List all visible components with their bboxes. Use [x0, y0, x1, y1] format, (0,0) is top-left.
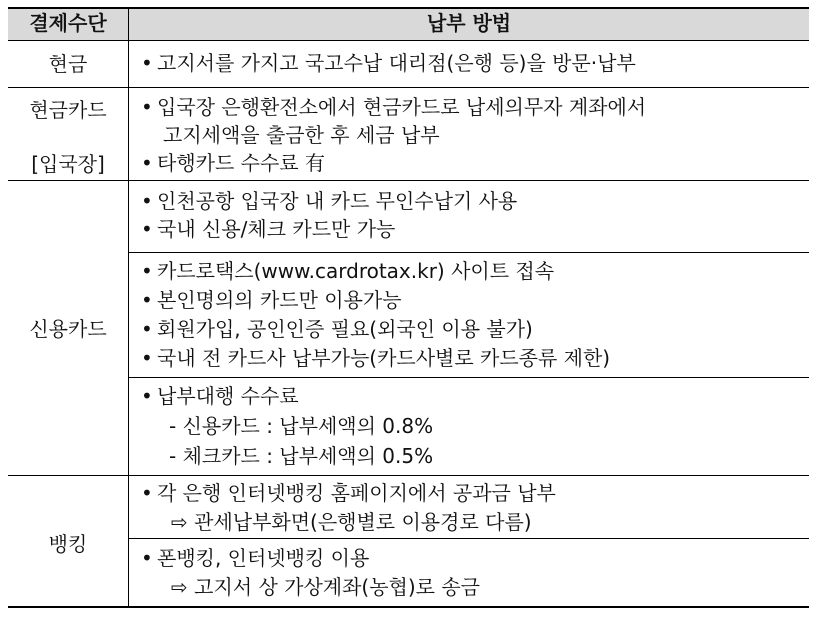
list-item: • 카드로택스(www.cardrotax.kr) 사이트 접속 [141, 259, 555, 283]
cell-divider [129, 538, 809, 539]
arrow-icon: ⇨ [171, 575, 188, 599]
list-item-arrow: ⇨ 고지서 상 가상계좌(농협)로 송금 [171, 575, 480, 599]
arrow-icon: ⇨ [171, 510, 188, 534]
method-banking: 뱅킹 [48, 532, 88, 556]
list-item: • 국내 신용/체크 카드만 가능 [141, 217, 396, 241]
method-cash: 현금 [48, 52, 88, 76]
list-item: • 고지서를 가지고 국고수납 대리점(은행 등)을 방문·납부 [141, 51, 636, 75]
list-item: • 회원가입, 공인인증 필요(외국인 이용 불가) [141, 317, 533, 341]
column-divider [128, 7, 129, 608]
list-item: • 국내 전 카드사 납부가능(카드사별로 카드종류 제한) [141, 346, 611, 370]
list-subitem: - 신용카드 : 납부세액의 0.8% [169, 414, 434, 438]
list-item: • 각 은행 인터넷뱅킹 홈페이지에서 공과금 납부 [141, 481, 556, 505]
method-credit-card: 신용카드 [29, 317, 107, 341]
method-cash-card-note: [입국장] [31, 152, 105, 176]
list-item: • 폰뱅킹, 인터넷뱅킹 이용 [141, 546, 370, 570]
cell-divider [129, 252, 809, 253]
method-cash-card: 현금카드 [29, 98, 107, 122]
list-item: • 타행카드 수수료 有 [141, 151, 325, 175]
list-item: • 입국장 은행환전소에서 현금카드로 납세의무자 계좌에서 [141, 95, 647, 119]
header-payment-method: 결제수단 [29, 11, 107, 35]
cell-divider [129, 377, 809, 378]
list-item: • 납부대행 수수료 [141, 384, 299, 408]
list-item: • 인천공항 입국장 내 카드 무인수납기 사용 [141, 189, 518, 213]
list-item-arrow: ⇨ 관세납부화면(은행별로 이용경로 다름) [171, 510, 532, 534]
list-item: • 본인명의의 카드만 이용가능 [141, 288, 402, 312]
header-payment-procedure: 납부 방법 [426, 11, 512, 35]
list-subitem: - 체크카드 : 납부세액의 0.5% [169, 444, 434, 468]
list-item-continuation: 고지세액을 출금한 후 세금 납부 [163, 123, 440, 147]
payment-methods-table [8, 7, 809, 608]
